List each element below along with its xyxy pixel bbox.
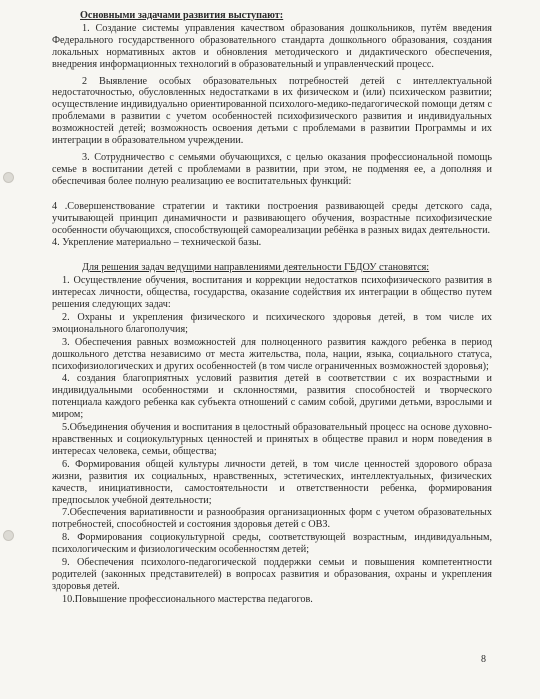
punch-hole — [3, 530, 14, 541]
task-paragraph: 4 .Совершенствование стратегии и тактики построения развивающей среды детского сада, учитывающей принцип динамичности и развивающего обучения, возрастные психофизические особенности обучающихся, способствующей самореализации ребёнка в разных видах деятельности. — [52, 200, 492, 236]
list-item: 8. Формирования социокультурной среды, соответствующей возрастным, индивидуальным, психологическим и физиологическим особенностям детей; — [52, 532, 492, 556]
task-paragraph: 4. Укрепление материально – технической базы. — [52, 237, 262, 249]
directions-list — [52, 275, 492, 605]
task-paragraph: 3. Сотрудничество с семьями обучающихся, с целью оказания профессиональной помощь семье в воспитании детей с проблемами в развитии, при этом, не подменяя ее, а дополняя и обеспечивая более полную реализацию ее воспитательных функций: — [52, 151, 492, 187]
section-heading-tasks: Основными задачами развития выступают: — [80, 10, 284, 21]
list-item: 4. создания благоприятных условий развития детей в соответствии с их возрастными и индивидуальными особенностями и склонностями, развития способностей и творческого потенциала каждого ребенка как субъекта отношений с самим собой, другими детьми, взрослыми и миром; — [52, 373, 492, 421]
section-heading-directions: Для решения задач ведущими направлениями деятельности ГБДОУ становятся: — [82, 262, 430, 274]
document-body — [52, 10, 492, 607]
task-paragraph: 1. Создание системы управления качеством образования дошкольников, путём введения Федерального государственного образовательного стандарта дошкольного образования, создания локальных нормативных актов и обновления методического и дидактического обеспечения, внедрения информационных технологий в образовательный и управленческий процесс. — [52, 22, 492, 70]
list-item: 5.Объединения обучения и воспитания в целостный образовательный процесс на основе духовно-нравственных и социокультурных ценностей и принятых в обществе правил и норм поведения в интересах человека, семьи, общества; — [52, 422, 492, 457]
list-item: 2. Охраны и укрепления физического и психического здоровья детей, в том числе их эмоционального благополучия; — [52, 311, 492, 335]
list-item: 9. Обеспечения психолого-педагогической поддержки семьи и повышения компетентности родителей (законных представителей) в вопросах развития и образования, охраны и укрепления здоровья детей. — [52, 557, 492, 592]
task-paragraph: 2 Выявление особых образовательных потребностей детей с интеллектуальной недостаточностью, обусловленных недостатками в их физическом и (или) психическом развитии; осуществление индивидуально ориентированной психолого-медико-педагогической помощи детям с проблемами в развитии с учетом особенностей психофизического развития и индивидуальных возможностей детей; возможность освоения детьми с проблемами в развитии Программы и их интеграции в образовательном учреждении. — [52, 75, 492, 147]
list-item: 1. Осуществление обучения, воспитания и коррекции недостатков психофизического развития в интересах личности, общества, государства, оказание содействия их интеграции в общество путем решения следующих задач: — [52, 275, 492, 311]
punch-hole — [3, 172, 14, 183]
list-item: 6. Формирования общей культуры личности детей, в том числе ценностей здорового образа жизни, развития их социальных, нравственных, эстетических, интеллектуальных, физических качеств, инициативности, самостоятельности и ответственности ребенка, формирования предпосылок учебной деятельности; — [52, 458, 492, 506]
page-number: 8 — [481, 654, 486, 665]
list-item: 3. Обеспечения равных возможностей для полноценного развития каждого ребенка в период дошкольного детства независимо от места жительства, пола, нации, языка, социального статуса, психофизиологических и других особенностей (в том числе ограниченных возможностей здоровья); — [52, 336, 492, 372]
list-item: 7.Обеспечения вариативности и разнообразия организационных форм с учетом образовательных потребностей, способностей и состояния здоровья детей с ОВЗ. — [52, 507, 492, 531]
list-item: 10.Повышение профессионального мастерства педагогов. — [62, 593, 313, 605]
